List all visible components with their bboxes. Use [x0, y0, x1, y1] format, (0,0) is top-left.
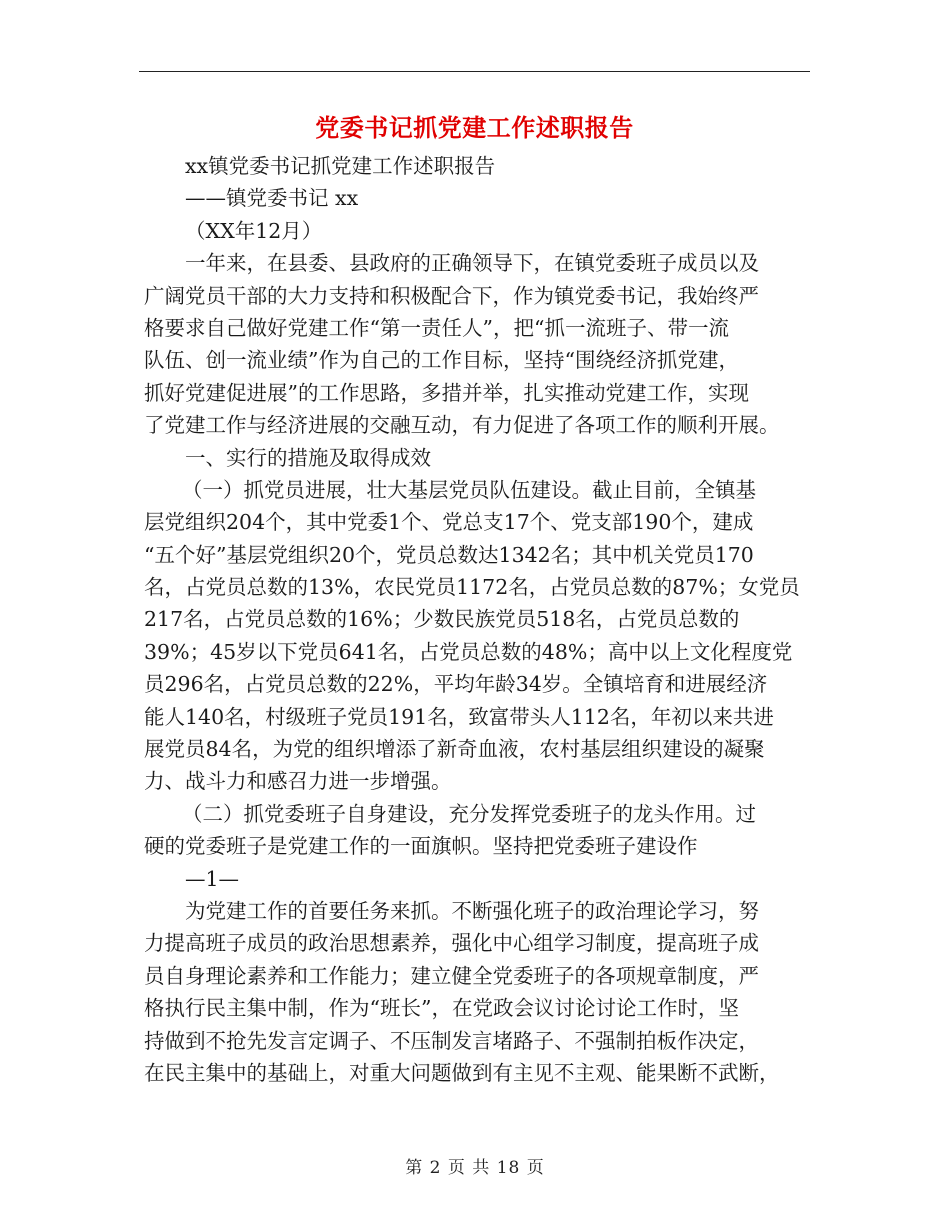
section-heading: 一、实行的措施及取得成效: [185, 445, 431, 470]
author-line: ——镇党委书记 xx: [185, 186, 359, 211]
paragraph-line: 广阔党员干部的大力支持和积极配合下，作为镇党委书记，我始终严: [144, 283, 759, 308]
paragraph-line: 39%；45岁以下党员641名，占党员总数的48%；高中以上文化程度党: [144, 639, 793, 664]
paragraph-line: 展党员84名，为党的组织增添了新奇血液，农村基层组织建设的凝聚: [144, 737, 765, 762]
paragraph-line: 为党建工作的首要任务来抓。不断强化班子的政治理论学习，努: [185, 898, 759, 923]
paragraph-line: 力提高班子成员的政治思想素养，强化中心组学习制度，提高班子成: [144, 931, 759, 956]
paragraph-line: 员296名，占党员总数的22%，平均年龄34岁。全镇培育和进展经济: [144, 672, 768, 697]
paragraph-line: （二）抓党委班子自身建设，充分发挥党委班子的龙头作用。过: [182, 801, 756, 826]
paragraph-line: 持做到不抢先发言定调子、不压制发言堵路子、不强制拍板作决定，: [144, 1028, 759, 1053]
date-line: （XX年12月）: [185, 218, 323, 243]
document-body: [144, 150, 816, 1089]
paragraph-line: 格执行民主集中制，作为“班长”，在党政会议讨论讨论工作时，坚: [144, 996, 739, 1021]
paragraph-line: 抓好党建促进展”的工作思路，多措并举，扎实推动党建工作，实现: [144, 380, 749, 405]
paragraph-line: 了党建工作与经济进展的交融互动，有力促进了各项工作的顺利开展。: [144, 413, 780, 438]
header-rule: [139, 71, 810, 72]
paragraph-line: 员自身理论素养和工作能力；建立健全党委班子的各项规章制度，严: [144, 963, 759, 988]
paragraph-line: 能人140名，村级班子党员191名，致富带头人112名，年初以来共进: [144, 704, 774, 729]
paragraph-line: 217名，占党员总数的16%；少数民族党员518名，占党员总数的: [144, 607, 740, 632]
paragraph-line: “五个好”基层党组织20个，党员总数达1342名；其中机关党员170: [144, 542, 754, 567]
paragraph-line: 名，占党员总数的13%，农民党员1172名，占党员总数的87%；女党员: [144, 575, 800, 600]
paragraph-line: 队伍、创一流业绩”作为自己的工作目标，坚持“围绕经济抓党建，: [144, 348, 739, 373]
paragraph-line: 层党组织204个，其中党委1个、党总支17个、党支部190个，建成: [144, 510, 754, 535]
page-footer: 第 2 页 共 18 页: [405, 1158, 545, 1178]
paragraph-line: 格要求自己做好党建工作“第一责任人”，把“抓一流班子、带一流: [144, 315, 729, 340]
paragraph-line: 在民主集中的基础上，对重大问题做到有主见不主观、能果断不武断，: [144, 1060, 780, 1085]
inline-page-number: —1—: [185, 866, 240, 891]
paragraph-line: 力、战斗力和感召力进一步增强。: [144, 769, 452, 794]
paragraph-line: 一年来，在县委、县政府的正确领导下，在镇党委班子成员以及: [185, 251, 759, 276]
document-title: 党委书记抓党建工作述职报告: [315, 113, 634, 142]
paragraph-line: 硬的党委班子是党建工作的一面旗帜。坚持把党委班子建设作: [144, 834, 698, 859]
subtitle-line: xx镇党委书记抓党建工作述职报告: [185, 154, 496, 178]
paragraph-line: （一）抓党员进展，壮大基层党员队伍建设。截止目前，全镇基: [182, 477, 756, 502]
